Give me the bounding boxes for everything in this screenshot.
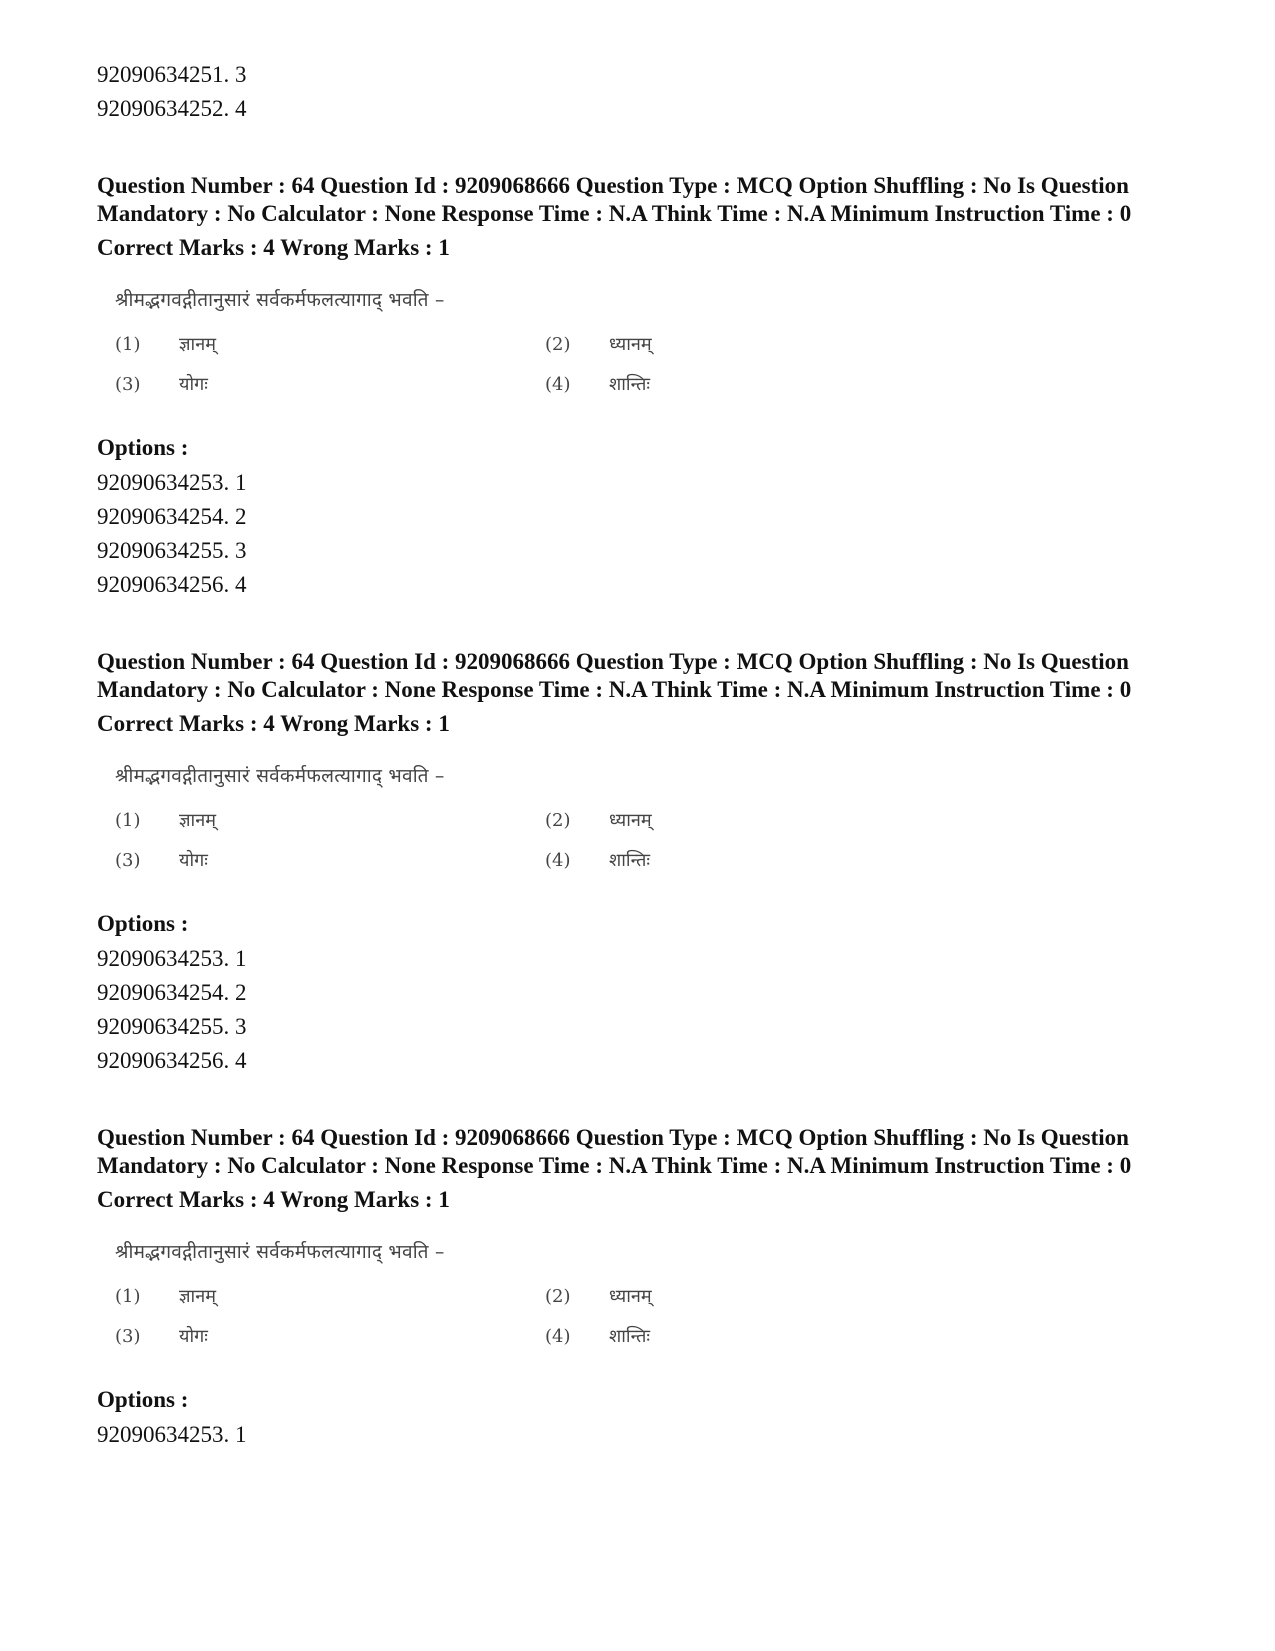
option-line: 92090634253. 1 <box>97 470 247 495</box>
choice-grid <box>115 1284 675 1350</box>
choice-grid <box>115 808 675 874</box>
options-label: Options : <box>97 911 189 936</box>
question-marks: Correct Marks : 4 Wrong Marks : 1 <box>97 235 450 260</box>
options-label: Options : <box>97 435 189 460</box>
choice-item <box>545 1284 675 1310</box>
choice-text: योगः <box>179 374 208 395</box>
choice-number: (3) <box>115 1326 141 1347</box>
choice-grid <box>115 332 675 398</box>
option-line: 92090634251. 3 <box>97 62 247 87</box>
choice-number: (3) <box>115 374 141 395</box>
choice-number: (4) <box>545 374 571 395</box>
choice-text: शान्तिः <box>609 1326 651 1347</box>
choice-item <box>115 1324 545 1350</box>
choice-item <box>545 808 675 834</box>
option-line: 92090634254. 2 <box>97 980 247 1005</box>
choice-number: (2) <box>545 810 571 831</box>
choice-number: (1) <box>115 334 141 355</box>
choice-item <box>115 372 545 398</box>
question-block <box>97 172 1187 602</box>
option-line: 92090634256. 4 <box>97 1048 247 1073</box>
question-marks: Correct Marks : 4 Wrong Marks : 1 <box>97 711 450 736</box>
choice-item <box>115 1284 545 1310</box>
choice-item <box>545 372 675 398</box>
question-header: Question Number : 64 Question Id : 9209068666 Question Type : MCQ Option Shuffling : No Is Question Mandatory : No Calculator : None Response Time : N.A Think Time : N.A Minimum Instruction Time : 0 <box>97 649 1132 702</box>
option-line: 92090634255. 3 <box>97 538 247 563</box>
choice-number: (2) <box>545 1286 571 1307</box>
choice-text: शान्तिः <box>609 374 651 395</box>
question-image <box>115 764 675 874</box>
choice-text: ज्ञानम् <box>179 1286 216 1307</box>
choice-text: योगः <box>179 850 208 871</box>
question-block <box>97 1124 1187 1452</box>
question-stem: श्रीमद्भगवद्गीतानुसारं सर्वकर्मफलत्यागाद् भवति – <box>115 1241 445 1263</box>
question-block <box>97 648 1187 1078</box>
document-page <box>97 58 1187 1452</box>
question-image <box>115 1240 675 1350</box>
options-label: Options : <box>97 1387 189 1412</box>
option-line: 92090634255. 3 <box>97 1014 247 1039</box>
choice-item <box>115 848 545 874</box>
option-line: 92090634253. 1 <box>97 946 247 971</box>
option-line: 92090634252. 4 <box>97 96 247 121</box>
choice-text: ध्यानम् <box>609 810 652 831</box>
choice-text: योगः <box>179 1326 208 1347</box>
choice-number: (4) <box>545 850 571 871</box>
question-header: Question Number : 64 Question Id : 9209068666 Question Type : MCQ Option Shuffling : No Is Question Mandatory : No Calculator : None Response Time : N.A Think Time : N.A Minimum Instruction Time : 0 <box>97 173 1132 226</box>
option-line: 92090634253. 1 <box>97 1422 247 1447</box>
choice-item <box>115 332 545 358</box>
choice-number: (3) <box>115 850 141 871</box>
choice-number: (1) <box>115 810 141 831</box>
choice-item <box>115 808 545 834</box>
choice-text: ध्यानम् <box>609 334 652 355</box>
choice-item <box>545 1324 675 1350</box>
question-stem: श्रीमद्भगवद्गीतानुसारं सर्वकर्मफलत्यागाद् भवति – <box>115 765 445 787</box>
choice-item <box>545 848 675 874</box>
option-line: 92090634256. 4 <box>97 572 247 597</box>
question-header: Question Number : 64 Question Id : 9209068666 Question Type : MCQ Option Shuffling : No Is Question Mandatory : No Calculator : None Response Time : N.A Think Time : N.A Minimum Instruction Time : 0 <box>97 1125 1132 1178</box>
top-options-list <box>97 58 1187 126</box>
choice-item <box>545 332 675 358</box>
choice-text: ध्यानम् <box>609 1286 652 1307</box>
option-line: 92090634254. 2 <box>97 504 247 529</box>
choice-text: ज्ञानम् <box>179 810 216 831</box>
choice-number: (4) <box>545 1326 571 1347</box>
question-stem: श्रीमद्भगवद्गीतानुसारं सर्वकर्मफलत्यागाद् भवति – <box>115 289 445 311</box>
choice-number: (1) <box>115 1286 141 1307</box>
choice-text: ज्ञानम् <box>179 334 216 355</box>
choice-number: (2) <box>545 334 571 355</box>
question-image <box>115 288 675 398</box>
choice-text: शान्तिः <box>609 850 651 871</box>
question-marks: Correct Marks : 4 Wrong Marks : 1 <box>97 1187 450 1212</box>
